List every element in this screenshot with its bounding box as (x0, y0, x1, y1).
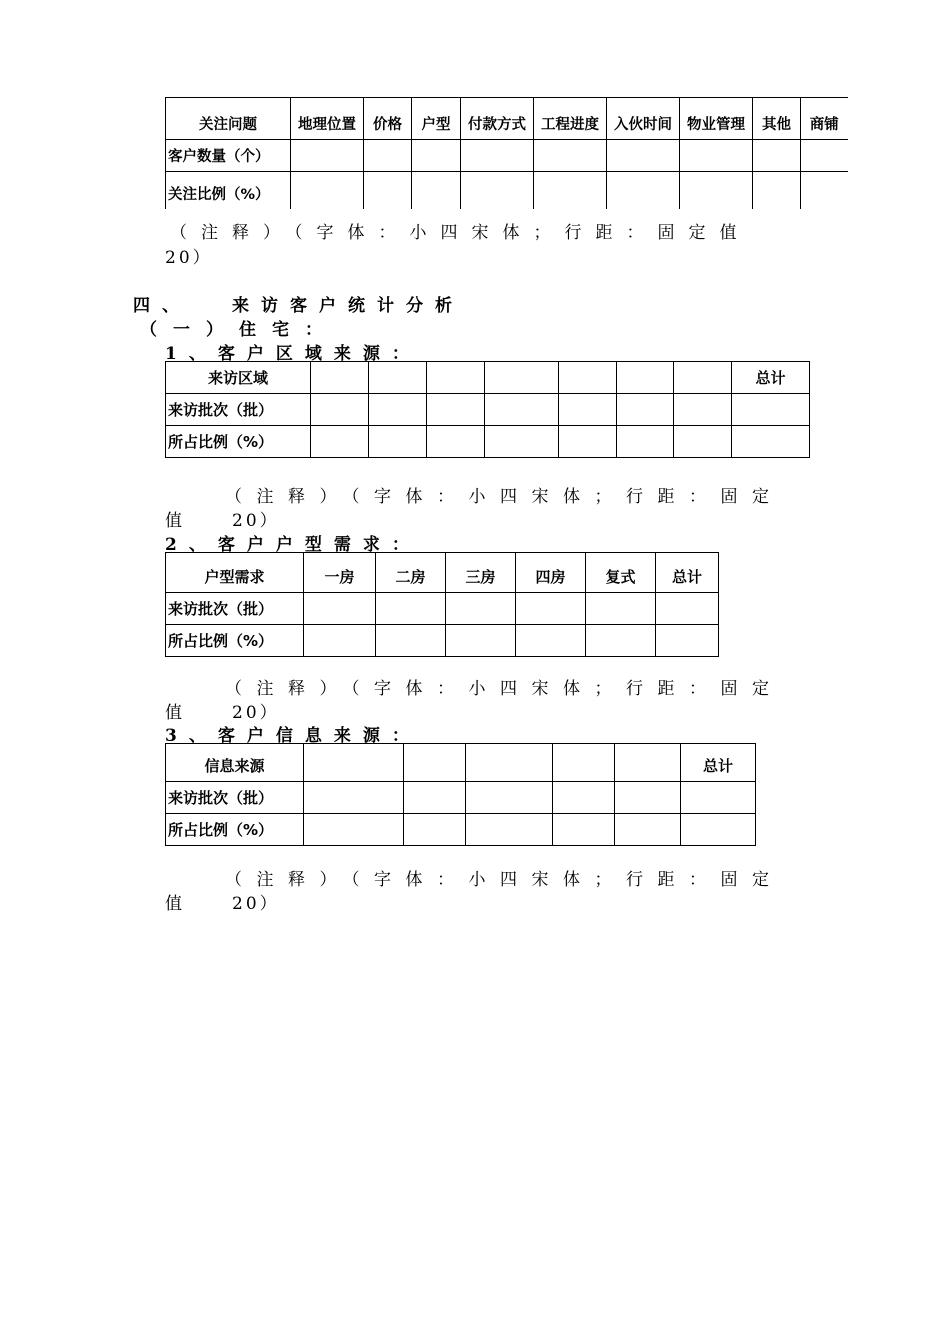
focus-issue-table (165, 97, 848, 209)
table-cell (376, 593, 446, 625)
visit-area-table (165, 361, 810, 458)
table-cell (485, 362, 559, 394)
note-line: （注释）（字体：小四宋体；行距：固定 (225, 487, 784, 507)
table-cell (304, 782, 404, 814)
table-cell (559, 362, 617, 394)
table-header-row (166, 744, 756, 782)
table-row (166, 172, 848, 210)
table-cell (615, 744, 681, 782)
table-cell (427, 362, 485, 394)
table-header-cell: 信息来源 (166, 744, 304, 782)
table-cell (553, 744, 615, 782)
table-cell (607, 172, 680, 210)
table-cell (656, 593, 719, 625)
table-cell (291, 140, 364, 172)
table-cell (680, 140, 753, 172)
table-cell (369, 394, 427, 426)
table-cell (466, 744, 553, 782)
table-header-cell: 三房 (446, 553, 516, 593)
item-title: 1、客户区域来源： (165, 344, 421, 364)
table-cell (364, 140, 412, 172)
table-header-cell: 四房 (516, 553, 586, 593)
row-label: 来访批次（批） (166, 782, 304, 814)
item-title: 2、客户户型需求： (165, 535, 421, 555)
table-header-cell: 价格 (364, 98, 412, 140)
table-header-cell: 地理位置 (291, 98, 364, 140)
note-line: 20） (232, 703, 280, 723)
table-row (166, 394, 810, 426)
table-cell (404, 814, 466, 846)
table-cell (412, 172, 461, 210)
total-header-cell: 总计 (732, 362, 810, 394)
table-cell (291, 172, 364, 210)
table-cell (311, 394, 369, 426)
table-cell (304, 814, 404, 846)
table-cell (311, 362, 369, 394)
table-cell (681, 814, 756, 846)
table-cell (369, 426, 427, 458)
table-cell (376, 625, 446, 657)
note-line: 值 (165, 894, 182, 914)
table-header-row (166, 362, 810, 394)
table-cell (553, 814, 615, 846)
table-cell (674, 394, 732, 426)
table-header-cell: 来访区域 (166, 362, 311, 394)
table-cell (369, 362, 427, 394)
table-cell (485, 394, 559, 426)
table-cell (674, 362, 732, 394)
table-cell (466, 814, 553, 846)
row-label: 来访批次（批） (166, 394, 311, 426)
note-line: （注释）（字体：小四宋体；行距：固定值 (170, 223, 751, 243)
row-label: 所占比例（%） (166, 814, 304, 846)
subsection-title: （一）住宅： (140, 320, 338, 340)
table-header-cell: 付款方式 (461, 98, 534, 140)
table-header-cell: 关注问题 (166, 98, 291, 140)
info-source-table (165, 743, 756, 846)
table-cell (586, 593, 656, 625)
table-header-row (166, 98, 848, 140)
item-title: 3、客户信息来源： (165, 726, 421, 746)
table-cell (304, 625, 376, 657)
table-header-cell: 物业管理 (680, 98, 753, 140)
row-label: 关注比例（%） (166, 172, 291, 210)
table-cell (753, 140, 801, 172)
table-cell (617, 394, 674, 426)
table-cell (732, 426, 810, 458)
table-cell (516, 625, 586, 657)
table-cell (732, 394, 810, 426)
table-cell (680, 172, 753, 210)
table-cell (753, 172, 801, 210)
table-cell (534, 172, 607, 210)
table-cell (466, 782, 553, 814)
note-line: 值 (165, 511, 182, 531)
table-cell (427, 394, 485, 426)
note-line: （注释）（字体：小四宋体；行距：固定 (225, 679, 784, 699)
table-header-cell: 复式 (586, 553, 656, 593)
table-row (166, 140, 848, 172)
table-cell (615, 814, 681, 846)
note-line: 20） (165, 248, 213, 268)
row-label: 所占比例（%） (166, 426, 311, 458)
table-cell (446, 593, 516, 625)
table-row (166, 782, 756, 814)
table-header-cell: 户型需求 (166, 553, 304, 593)
section-number: 四、 (133, 296, 191, 316)
note-line: 值 (165, 703, 182, 723)
table-header-cell: 一房 (304, 553, 376, 593)
table-cell (607, 140, 680, 172)
table-cell (801, 140, 848, 172)
table-row (166, 593, 719, 625)
table-header-cell: 入伙时间 (607, 98, 680, 140)
note-line: （注释）（字体：小四宋体；行距：固定 (225, 870, 784, 890)
table-row (166, 426, 810, 458)
table-cell (516, 593, 586, 625)
table-cell (412, 140, 461, 172)
table-header-row (166, 553, 719, 593)
table-cell (364, 172, 412, 210)
table-cell (681, 782, 756, 814)
table-cell (674, 426, 732, 458)
table-row (166, 625, 719, 657)
table-cell (461, 172, 534, 210)
table-cell (446, 625, 516, 657)
table-cell (461, 140, 534, 172)
table-cell (404, 782, 466, 814)
table-cell (559, 394, 617, 426)
table-cell (559, 426, 617, 458)
unit-type-table (165, 552, 719, 657)
table-header-cell: 其他 (753, 98, 801, 140)
table-cell (304, 744, 404, 782)
table-cell (485, 426, 559, 458)
row-label: 来访批次（批） (166, 593, 304, 625)
row-label: 所占比例（%） (166, 625, 304, 657)
table-cell (304, 593, 376, 625)
table-header-cell: 商铺 (801, 98, 848, 140)
row-label: 客户数量（个） (166, 140, 291, 172)
table-header-cell: 工程进度 (534, 98, 607, 140)
table-row (166, 814, 756, 846)
table-cell (615, 782, 681, 814)
table-cell (427, 426, 485, 458)
table-header-cell: 二房 (376, 553, 446, 593)
table-header-cell: 户型 (412, 98, 461, 140)
table-cell (656, 625, 719, 657)
table-header-cell: 总计 (656, 553, 719, 593)
note-line: 20） (232, 511, 280, 531)
table-cell (617, 362, 674, 394)
table-cell (311, 426, 369, 458)
note-line: 20） (232, 894, 280, 914)
total-header-cell: 总计 (681, 744, 756, 782)
table-cell (534, 140, 607, 172)
table-cell (553, 782, 615, 814)
table-cell (586, 625, 656, 657)
section-title: 来访客户统计分析 (232, 296, 464, 316)
table-cell (404, 744, 466, 782)
table-cell (801, 172, 848, 210)
table-cell (617, 426, 674, 458)
